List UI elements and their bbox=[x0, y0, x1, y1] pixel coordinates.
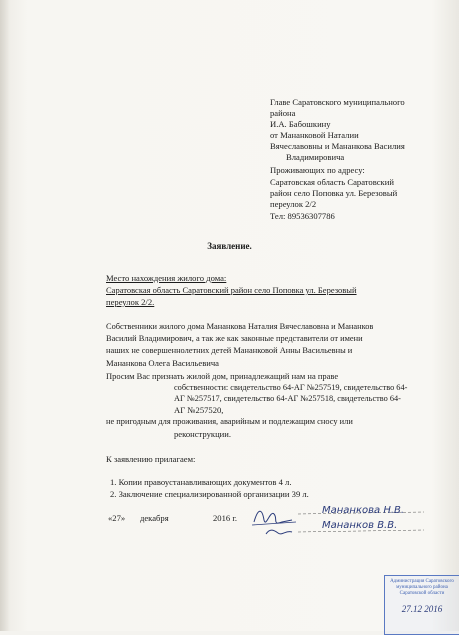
stamp-line: Администрация Саратовского bbox=[390, 579, 454, 584]
addressee-line: Проживающих по адресу: bbox=[270, 165, 365, 175]
document-title: Заявление. bbox=[207, 241, 252, 251]
attachments-label: К заявлению прилагаем: bbox=[106, 454, 196, 464]
owners-line: наших не совершеннолетних детей Мананковой Анны Васильевны и bbox=[106, 346, 353, 355]
addressee-line: Вячеславовны и Мананкова Василия bbox=[270, 141, 405, 151]
location-label: Место нахождения жилого дома: bbox=[106, 273, 227, 283]
request-line: Просим Вас признать жилой дом, принадлежащий нам на праве bbox=[106, 371, 339, 381]
owners-line: Собственники жилого дома Мананкова Наталия Вячеславовна и Мананков bbox=[106, 322, 374, 331]
signature-name: Мананков В.В. bbox=[322, 520, 398, 531]
request-line: собственности: свидетельство 64-АГ №257519, свидетельство 64- bbox=[174, 383, 408, 392]
date-day: «27» bbox=[108, 513, 126, 523]
addressee-line: Тел: 89536307786 bbox=[270, 211, 335, 221]
addressee-line: Саратовская область Саратовский bbox=[270, 177, 394, 187]
owners-line: Мананкова Олега Васильевича bbox=[106, 358, 219, 368]
stamp-date: 27.12 2016 bbox=[401, 604, 443, 614]
stamp-line: Саратовской области bbox=[399, 591, 445, 596]
scan-edge-shadow bbox=[0, 0, 10, 631]
addressee-line: Владимировича bbox=[286, 152, 345, 162]
addressee-line: район село Поповка ул. Березовый bbox=[270, 188, 398, 198]
location-line: переулок 2/2. bbox=[106, 297, 155, 307]
request-line: не пригодным для проживания, аварийным и подлежащим сносу или bbox=[106, 417, 353, 426]
request-line: АГ №257520, bbox=[174, 405, 224, 415]
request-line: реконструкции. bbox=[174, 429, 232, 439]
addressee-line: района bbox=[270, 108, 296, 118]
location-line: Саратовская область Саратовский район село Поповка ул. Березовый bbox=[106, 285, 357, 295]
owners-line: Василий Владимирович, а так же как законные представители от имени bbox=[106, 334, 363, 343]
request-line: АГ №257517, свидетельство 64-АГ №257518, свидетельство 64- bbox=[174, 394, 401, 403]
stamp-line: муниципального района bbox=[396, 585, 448, 590]
signature-name: Мананкова Н.В. bbox=[322, 505, 405, 516]
addressee-line: переулок 2/2 bbox=[270, 199, 317, 209]
attachment-item: 1. Копии правоустанавливающих документов 4 л. bbox=[110, 477, 292, 487]
date-month: декабря bbox=[140, 513, 169, 523]
addressee-line: И.А. Бабошкину bbox=[270, 119, 331, 129]
addressee-line: от Мананковой Наталии bbox=[270, 130, 359, 140]
date-year: 2016 г. bbox=[213, 513, 238, 523]
registration-stamp bbox=[384, 575, 459, 635]
attachment-item: 2. Заключение специализированной организации 39 л. bbox=[110, 489, 309, 499]
addressee-line: Главе Саратовского муниципального bbox=[270, 97, 405, 107]
